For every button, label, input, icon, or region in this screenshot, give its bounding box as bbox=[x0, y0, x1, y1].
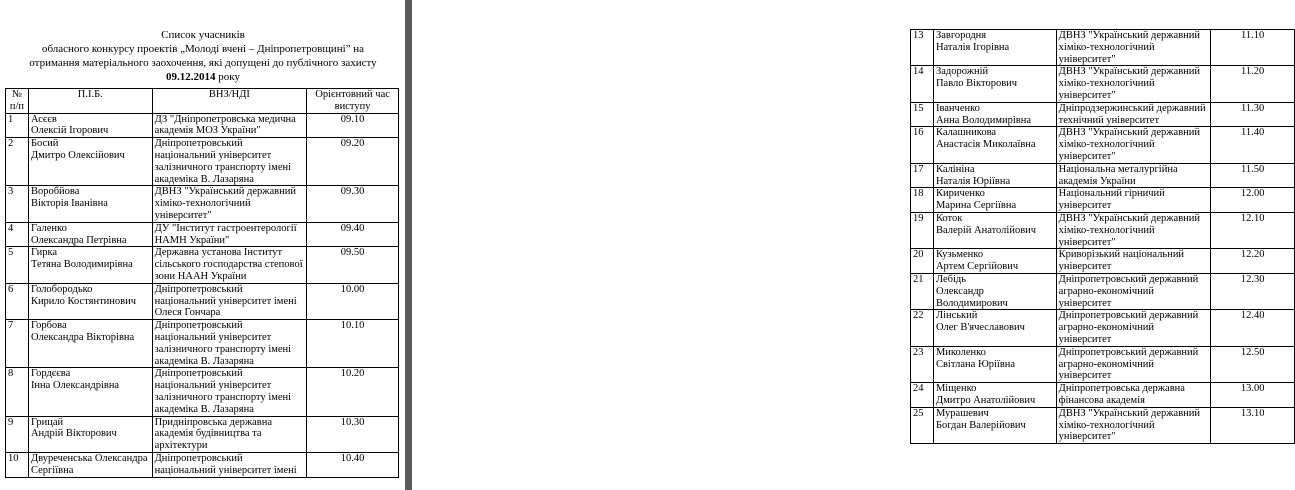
participant-given-names: Олександр Володимирович bbox=[935, 285, 1008, 309]
participant-surname: Галенко bbox=[30, 222, 67, 234]
participant-given-names: Марина Сергіївна bbox=[935, 200, 1017, 212]
presentation-time: 11.10 bbox=[1211, 30, 1295, 66]
table-row bbox=[911, 310, 1295, 346]
row-number: 20 bbox=[911, 249, 934, 274]
table-row bbox=[6, 320, 399, 368]
institution: Дніпропетровський національний університет імені Олеся Гончара bbox=[152, 283, 307, 319]
table-body-left bbox=[6, 113, 399, 477]
table-row bbox=[911, 249, 1295, 274]
participant-name bbox=[28, 320, 152, 368]
table-row bbox=[911, 383, 1295, 408]
participant-name bbox=[933, 407, 1056, 443]
participant-surname: Двуреченська Олександра bbox=[30, 452, 148, 464]
presentation-time: 10.00 bbox=[307, 283, 399, 319]
presentation-time: 11.30 bbox=[1211, 102, 1295, 127]
participant-name bbox=[933, 30, 1056, 66]
row-number: 25 bbox=[911, 407, 934, 443]
column-header-number: № п/п bbox=[6, 89, 29, 114]
column-header-institution: ВНЗ/НДІ bbox=[152, 89, 307, 114]
participant-surname: Калашникова bbox=[935, 127, 997, 139]
institution: Дніпропетровський національний університет імені bbox=[152, 452, 307, 477]
row-number: 2 bbox=[6, 138, 29, 186]
presentation-time: 12.30 bbox=[1211, 273, 1295, 309]
institution: Дніпропетровський державний аграрно-економічний університет bbox=[1056, 273, 1211, 309]
table-row bbox=[6, 368, 399, 416]
participant-surname: Воробйова bbox=[30, 186, 80, 198]
presentation-time: 11.20 bbox=[1211, 66, 1295, 102]
participant-given-names: Олексій Ігорович bbox=[30, 125, 109, 137]
row-number: 18 bbox=[911, 188, 934, 213]
institution: Дніпропетровський національний університет залізничного транспорту імені академіка В. Лазаряна bbox=[152, 320, 307, 368]
row-number: 9 bbox=[6, 416, 29, 452]
presentation-time: 10.10 bbox=[307, 320, 399, 368]
participant-name bbox=[933, 383, 1056, 408]
presentation-time: 10.30 bbox=[307, 416, 399, 452]
participant-name bbox=[933, 310, 1056, 346]
presentation-time: 09.10 bbox=[307, 113, 399, 138]
participant-surname: Грицай bbox=[30, 416, 64, 428]
participant-name bbox=[28, 138, 152, 186]
participant-surname: Асєєв bbox=[30, 113, 57, 125]
table-row bbox=[6, 416, 399, 452]
header-line-2: обласного конкурсу проектів „Молоді вчені – Дніпропетровщині” на bbox=[41, 43, 365, 55]
participant-surname: Лінський bbox=[935, 310, 978, 322]
institution: ДВНЗ "Український державний хіміко-технологічний університет" bbox=[1056, 30, 1211, 66]
table-row bbox=[911, 188, 1295, 213]
participant-name bbox=[933, 212, 1056, 248]
presentation-time: 12.40 bbox=[1211, 310, 1295, 346]
table-row bbox=[911, 30, 1295, 66]
document-page-left bbox=[0, 0, 404, 490]
row-number: 1 bbox=[6, 113, 29, 138]
table-row bbox=[911, 66, 1295, 102]
participant-name bbox=[933, 127, 1056, 163]
presentation-time: 09.40 bbox=[307, 222, 399, 247]
participant-given-names: Сергіївна bbox=[30, 464, 74, 476]
presentation-time: 11.50 bbox=[1211, 163, 1295, 188]
participant-surname: Кириченко bbox=[935, 188, 985, 200]
participant-surname: Завгородня bbox=[935, 30, 987, 41]
participant-surname: Коток bbox=[935, 212, 963, 224]
institution: Національна металургійна академія України bbox=[1056, 163, 1211, 188]
participants-table-right bbox=[910, 29, 1295, 444]
participant-name bbox=[28, 247, 152, 283]
participant-given-names: Павло Вікторович bbox=[935, 78, 1018, 90]
participant-given-names: Валерій Анатолійович bbox=[935, 224, 1037, 236]
institution: ДУ "Інститут гастроентерології НАМН України" bbox=[152, 222, 307, 247]
institution: Дніпропетровська державна фінансова академія bbox=[1056, 383, 1211, 408]
participant-surname: Босий bbox=[30, 138, 59, 150]
institution: Національний гірничий університет bbox=[1056, 188, 1211, 213]
participant-surname: Горбова bbox=[30, 320, 67, 332]
participant-name bbox=[28, 222, 152, 247]
page-separator bbox=[405, 0, 412, 490]
institution: Криворізький національний університет bbox=[1056, 249, 1211, 274]
participant-given-names: Олександра Петрівна bbox=[30, 234, 127, 246]
participant-name bbox=[933, 249, 1056, 274]
participant-given-names: Олег В'ячеславович bbox=[935, 322, 1025, 334]
participant-given-names: Богдан Валерійович bbox=[935, 419, 1026, 431]
participant-given-names: Тетяна Володимирівна bbox=[30, 259, 133, 271]
participant-name bbox=[28, 283, 152, 319]
participant-given-names: Інна Олександрівна bbox=[30, 380, 120, 392]
institution: Придніпровська державна академія будівництва та архітектури bbox=[152, 416, 307, 452]
institution: Дніпропетровський державний аграрно-економічний університет bbox=[1056, 346, 1211, 382]
participant-name bbox=[933, 188, 1056, 213]
participant-name bbox=[933, 66, 1056, 102]
row-number: 19 bbox=[911, 212, 934, 248]
table-row bbox=[6, 138, 399, 186]
participant-surname: Голобородько bbox=[30, 283, 93, 295]
table-row bbox=[911, 127, 1295, 163]
table-row bbox=[911, 212, 1295, 248]
row-number: 8 bbox=[6, 368, 29, 416]
participant-name bbox=[933, 273, 1056, 309]
institution: ДВНЗ "Український державний хіміко-технологічний університет" bbox=[1056, 66, 1211, 102]
table-row bbox=[911, 273, 1295, 309]
participant-given-names: Олександра Вікторівна bbox=[30, 331, 135, 343]
presentation-time: 12.20 bbox=[1211, 249, 1295, 274]
participant-given-names: Анастасія Миколаївна bbox=[935, 139, 1036, 151]
participant-given-names: Андрій Вікторович bbox=[30, 428, 117, 440]
presentation-time: 11.40 bbox=[1211, 127, 1295, 163]
participant-given-names: Дмитро Олексійович bbox=[30, 149, 125, 161]
table-row bbox=[6, 452, 399, 477]
table-row bbox=[6, 283, 399, 319]
participant-name bbox=[933, 346, 1056, 382]
institution: Дніпропетровський державний аграрно-економічний університет bbox=[1056, 310, 1211, 346]
row-number: 16 bbox=[911, 127, 934, 163]
participant-surname: Гирка bbox=[30, 247, 58, 259]
participant-surname: Кузьменко bbox=[935, 249, 984, 261]
institution: ДВНЗ "Український державний хіміко-технологічний університет" bbox=[1056, 212, 1211, 248]
participant-name bbox=[28, 186, 152, 222]
row-number: 24 bbox=[911, 383, 934, 408]
row-number: 4 bbox=[6, 222, 29, 247]
participant-given-names: Кирило Костянтинович bbox=[30, 295, 137, 307]
presentation-time: 13.10 bbox=[1211, 407, 1295, 443]
table-row bbox=[6, 222, 399, 247]
presentation-time: 09.50 bbox=[307, 247, 399, 283]
table-header-row bbox=[6, 89, 399, 114]
presentation-time: 12.00 bbox=[1211, 188, 1295, 213]
document-header bbox=[6, 28, 400, 84]
participant-given-names: Анна Володимирівна bbox=[935, 114, 1031, 126]
row-number: 6 bbox=[6, 283, 29, 319]
participant-given-names: Артем Сергійович bbox=[935, 261, 1019, 273]
row-number: 21 bbox=[911, 273, 934, 309]
header-date: 09.12.2014 bbox=[166, 71, 216, 83]
participant-surname: Калініна bbox=[935, 163, 975, 175]
presentation-time: 12.50 bbox=[1211, 346, 1295, 382]
participant-surname: Іванченко bbox=[935, 102, 980, 114]
presentation-time: 09.30 bbox=[307, 186, 399, 222]
participant-surname: Гордєєва bbox=[30, 368, 71, 380]
header-line-3: отримання матеріального заохочення, які допущені до публічного захисту bbox=[29, 57, 377, 69]
institution: Державна установа Інститут сільського господарства степової зони НААН України bbox=[152, 247, 307, 283]
row-number: 22 bbox=[911, 310, 934, 346]
participant-given-names: Світлана Юріївна bbox=[935, 358, 1016, 370]
institution: ДВНЗ "Український державний хіміко-технологічний університет" bbox=[1056, 127, 1211, 163]
participant-surname: Лебідь bbox=[935, 273, 967, 285]
table-row bbox=[911, 102, 1295, 127]
participant-given-names: Дмитро Анатолійович bbox=[935, 394, 1036, 406]
institution: Дніпродзержинський державний технічний університет bbox=[1056, 102, 1211, 127]
presentation-time: 13.00 bbox=[1211, 383, 1295, 408]
row-number: 7 bbox=[6, 320, 29, 368]
page-gutter bbox=[404, 0, 426, 490]
institution: ДВНЗ "Український державний хіміко-технологічний університет" bbox=[152, 186, 307, 222]
participants-table-left bbox=[5, 88, 399, 478]
institution: ДЗ "Дніпропетровська медична академія МОЗ України" bbox=[152, 113, 307, 138]
column-header-name: П.І.Б. bbox=[28, 89, 152, 114]
participant-name bbox=[28, 452, 152, 477]
participant-surname: Задорожній bbox=[935, 66, 989, 78]
participant-given-names: Вікторія Іванівна bbox=[30, 198, 108, 210]
presentation-time: 09.20 bbox=[307, 138, 399, 186]
table-row bbox=[911, 346, 1295, 382]
table-row bbox=[6, 186, 399, 222]
header-date-suffix: року bbox=[215, 71, 240, 83]
presentation-time: 12.10 bbox=[1211, 212, 1295, 248]
column-header-time: Орієнтовний час виступу bbox=[307, 89, 399, 114]
row-number: 23 bbox=[911, 346, 934, 382]
header-title: Список учасників bbox=[161, 29, 245, 41]
participant-name bbox=[28, 416, 152, 452]
participant-name bbox=[933, 163, 1056, 188]
header-date-line bbox=[6, 70, 400, 84]
table-row bbox=[6, 247, 399, 283]
presentation-time: 10.20 bbox=[307, 368, 399, 416]
participant-name bbox=[933, 102, 1056, 127]
presentation-time: 10.40 bbox=[307, 452, 399, 477]
participant-surname: Мурашевич bbox=[935, 407, 989, 419]
document-page-right bbox=[426, 0, 1265, 490]
row-number: 17 bbox=[911, 163, 934, 188]
row-number: 3 bbox=[6, 186, 29, 222]
table-row bbox=[911, 163, 1295, 188]
table-row bbox=[6, 113, 399, 138]
participant-surname: Міщенко bbox=[935, 383, 977, 395]
participant-name bbox=[28, 368, 152, 416]
participant-given-names: Наталія Юріївна bbox=[935, 175, 1011, 187]
row-number: 15 bbox=[911, 102, 934, 127]
row-number: 13 bbox=[911, 30, 934, 66]
institution: Дніпропетровський національний університет залізничного транспорту імені академіка В. Лазаряна bbox=[152, 368, 307, 416]
participant-surname: Миколенко bbox=[935, 346, 986, 358]
table-body-right bbox=[911, 30, 1295, 444]
row-number: 14 bbox=[911, 66, 934, 102]
row-number: 5 bbox=[6, 247, 29, 283]
row-number: 10 bbox=[6, 452, 29, 477]
institution: ДВНЗ "Український державний хіміко-технологічний університет" bbox=[1056, 407, 1211, 443]
institution: Дніпропетровський національний університет залізничного транспорту імені академіка В. Лазаряна bbox=[152, 138, 307, 186]
participant-given-names: Наталія Ігорівна bbox=[935, 41, 1010, 53]
participant-name bbox=[28, 113, 152, 138]
table-row bbox=[911, 407, 1295, 443]
